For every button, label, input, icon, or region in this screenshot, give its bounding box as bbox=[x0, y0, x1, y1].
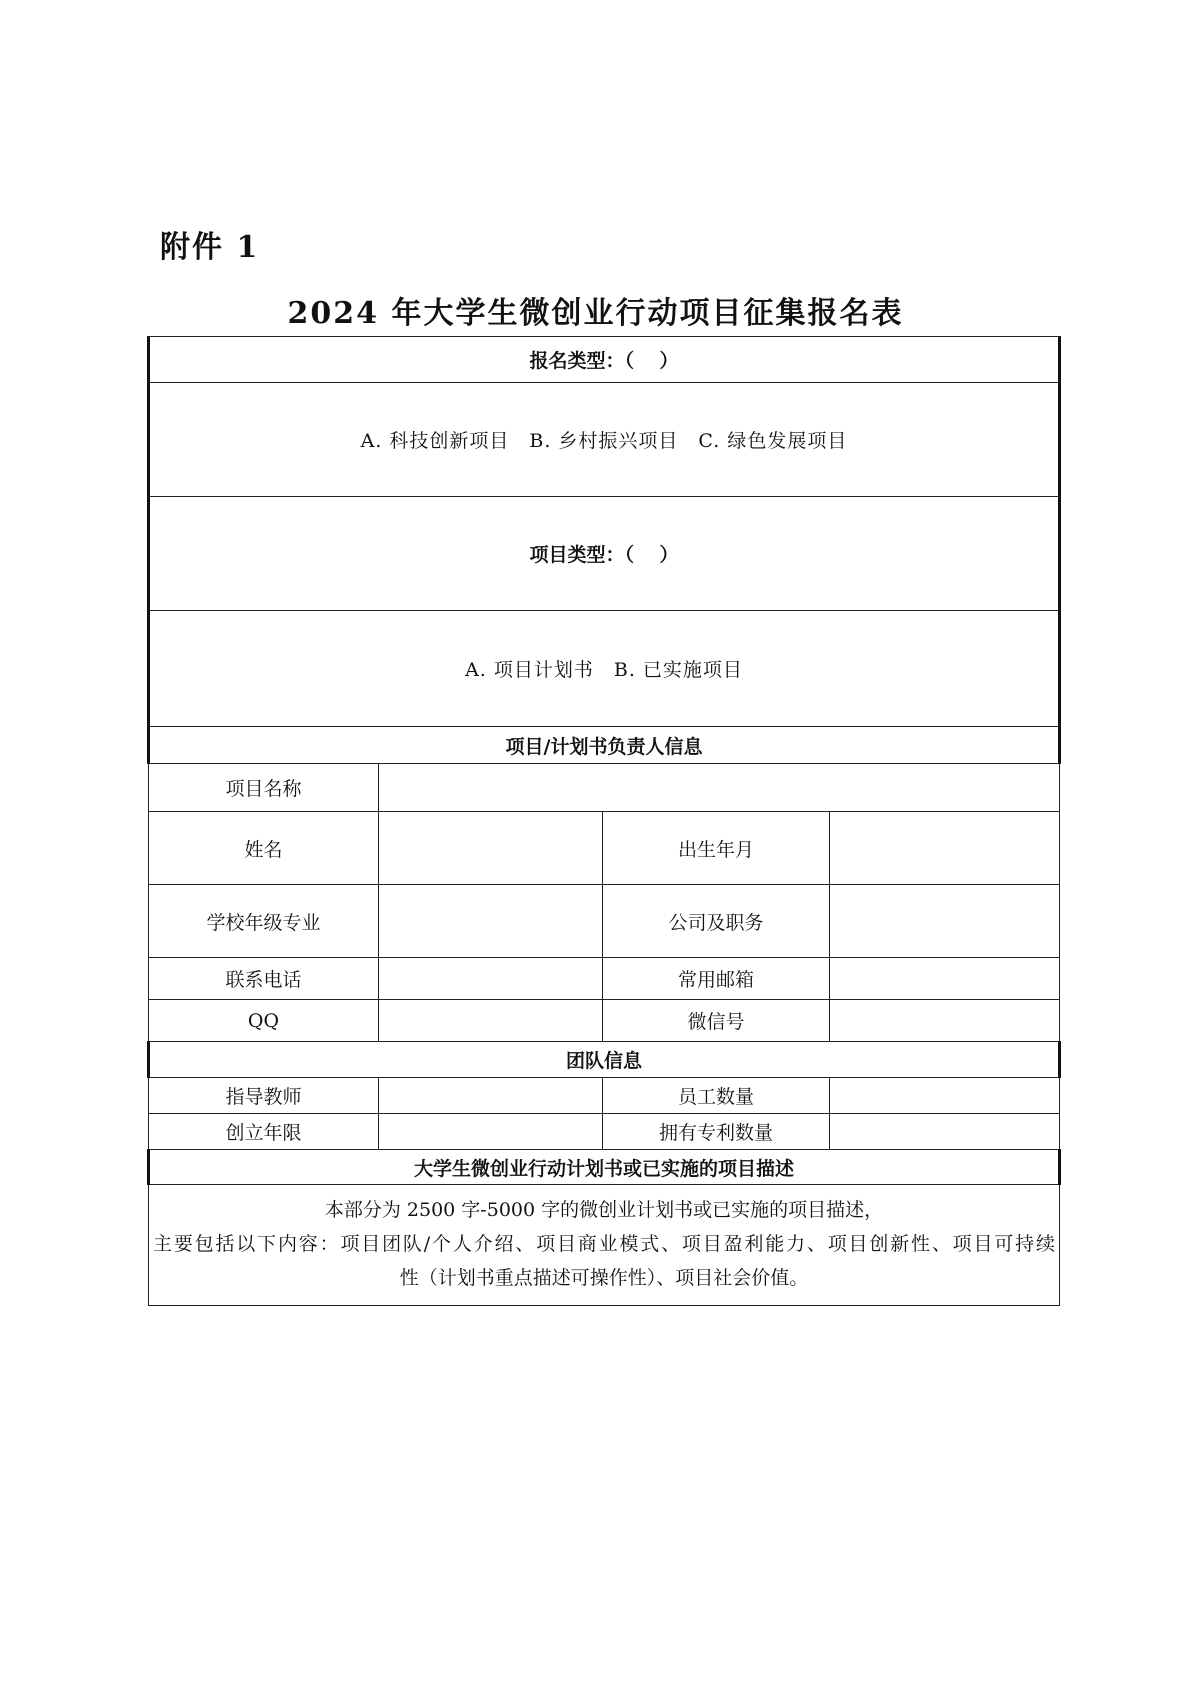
leader-section-row bbox=[149, 727, 1060, 764]
document-title: 2024 年大学生微创业行动项目征集报名表 bbox=[287, 296, 904, 331]
email-field[interactable] bbox=[830, 958, 1060, 1000]
project-type-row bbox=[149, 497, 1060, 611]
description-body[interactable] bbox=[149, 1185, 1060, 1306]
patents-label: 拥有专利数量 bbox=[603, 1114, 830, 1150]
description-section-heading: 大学生微创业行动计划书或已实施的项目描述 bbox=[149, 1150, 1060, 1185]
phone-field[interactable] bbox=[379, 958, 603, 1000]
name-label: 姓名 bbox=[149, 812, 379, 885]
team-section-row bbox=[149, 1042, 1060, 1078]
school-label: 学校年级专业 bbox=[149, 885, 379, 958]
company-field[interactable] bbox=[830, 885, 1060, 958]
email-label: 常用邮箱 bbox=[603, 958, 830, 1000]
project-name-label: 项目名称 bbox=[149, 764, 379, 812]
company-label: 公司及职务 bbox=[603, 885, 830, 958]
team-section-heading: 团队信息 bbox=[149, 1042, 1060, 1078]
phone-label: 联系电话 bbox=[149, 958, 379, 1000]
years-patents-row bbox=[149, 1114, 1060, 1150]
qq-field[interactable] bbox=[379, 1000, 603, 1042]
registration-options-row bbox=[149, 383, 1060, 497]
school-field[interactable] bbox=[379, 885, 603, 958]
project-name-row bbox=[149, 764, 1060, 812]
project-type-heading: 项目类型：（ ） bbox=[149, 497, 1060, 611]
description-line-3: 性（计划书重点描述可操作性）、项目社会价值。 bbox=[399, 1267, 809, 1289]
project-type-options-row bbox=[149, 611, 1060, 727]
description-line-2: 主要包括以下内容：项目团队/个人介绍、项目商业模式、项目盈利能力、项目创新性、项目可持续 bbox=[153, 1233, 1055, 1255]
staff-field[interactable] bbox=[830, 1078, 1060, 1114]
project-name-field[interactable] bbox=[379, 764, 1060, 812]
advisor-staff-row bbox=[149, 1078, 1060, 1114]
staff-label: 员工数量 bbox=[603, 1078, 830, 1114]
attachment-label: 附件 1 bbox=[160, 230, 260, 265]
birth-field[interactable] bbox=[830, 812, 1060, 885]
advisor-label: 指导教师 bbox=[149, 1078, 379, 1114]
advisor-field[interactable] bbox=[379, 1078, 603, 1114]
years-field[interactable] bbox=[379, 1114, 603, 1150]
phone-email-row bbox=[149, 958, 1060, 1000]
birth-label: 出生年月 bbox=[603, 812, 830, 885]
registration-form-table bbox=[147, 336, 1061, 1306]
registration-type-options[interactable]: A. 科技创新项目 B. 乡村振兴项目 C. 绿色发展项目 bbox=[149, 383, 1060, 497]
registration-type-heading: 报名类型：（ ） bbox=[149, 337, 1060, 383]
qq-wechat-row bbox=[149, 1000, 1060, 1042]
name-field[interactable] bbox=[379, 812, 603, 885]
leader-section-heading: 项目/计划书负责人信息 bbox=[149, 727, 1060, 764]
registration-type-row bbox=[149, 337, 1060, 383]
description-line-1: 本部分为 2500 字-5000 字的微创业计划书或已实施的项目描述， bbox=[324, 1199, 884, 1221]
name-birth-row bbox=[149, 812, 1060, 885]
description-body-row bbox=[149, 1185, 1060, 1306]
qq-label: QQ bbox=[149, 1000, 379, 1042]
patents-field[interactable] bbox=[830, 1114, 1060, 1150]
description-section-row bbox=[149, 1150, 1060, 1185]
wechat-field[interactable] bbox=[830, 1000, 1060, 1042]
project-type-options[interactable]: A. 项目计划书 B. 已实施项目 bbox=[149, 611, 1060, 727]
school-company-row bbox=[149, 885, 1060, 958]
wechat-label: 微信号 bbox=[603, 1000, 830, 1042]
years-label: 创立年限 bbox=[149, 1114, 379, 1150]
